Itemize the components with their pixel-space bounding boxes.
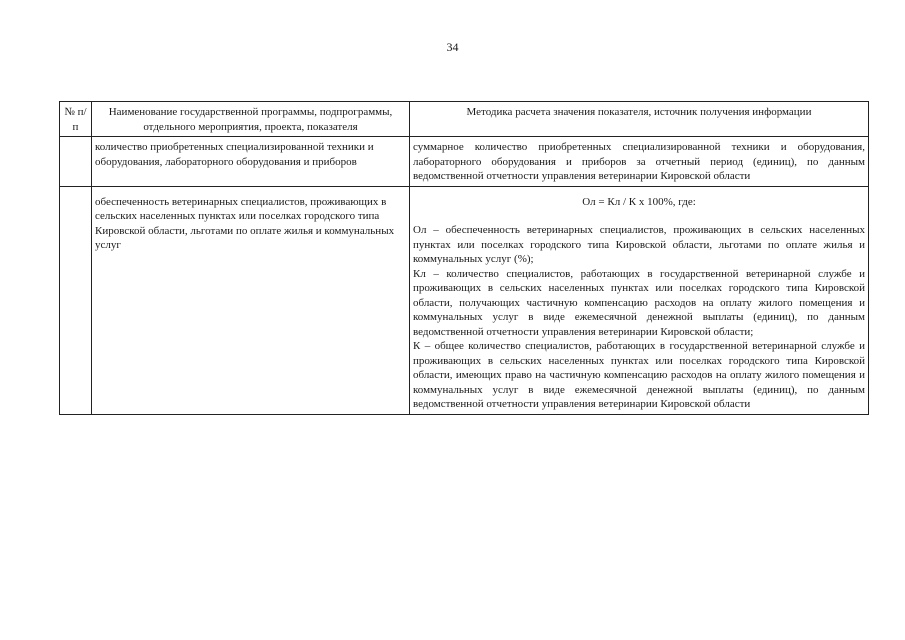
page-number: 34 <box>446 40 459 54</box>
row-number <box>60 186 92 414</box>
table-header-row <box>60 102 869 137</box>
header-number: № п/п <box>60 102 92 137</box>
formula: Ол = Кл / К x 100%, где: <box>582 195 696 208</box>
definition-k: К – общее количество специалистов, работающих в государственной ветеринарной службе и проживающих в сельских населенных пунктах или поселках городского типа Кировской области, имеющих право на частичную компенсацию расходов на оплату жилого помещения и коммунальных услуг в виде ежемесячной денежной выплаты (единиц), по данным ведомственной отчетности управления ветеринарии Кировской области <box>413 340 865 410</box>
row-method <box>410 186 869 414</box>
definition-kl: Кл – количество специалистов, работающих в государственной ветеринарной службе и проживающих в сельских населенных пунктах или поселках городского типа Кировской области, получающих частичную компенсацию расходов на оплату жилого помещения и коммунальных услуг в виде ежемесячной денежной выплаты (единиц), по данным ведомственной отчетности управления ветеринарии Кировской области; <box>413 267 865 338</box>
table-row <box>60 137 869 187</box>
indicator-table <box>59 101 869 415</box>
header-method: Методика расчета значения показателя, источник получения информации <box>410 102 869 137</box>
row-name: количество приобретенных специализированной техники и оборудования, лабораторного оборудования и приборов <box>92 137 410 187</box>
row-number <box>60 137 92 187</box>
row-method: суммарное количество приобретенных специализированной техники и оборудования, лабораторного оборудования и приборов за отчетный период (единиц), по данным ведомственной отчетности управления ветеринарии Кировской области <box>410 137 869 187</box>
row-name: обеспеченность ветеринарных специалистов, проживающих в сельских населенных пунктах или поселках городского типа Кировской области, льготами по оплате жилья и коммунальных услуг <box>92 186 410 414</box>
header-name: Наименование государственной программы, подпрограммы, отдельного мероприятия, проекта, показателя <box>92 102 410 137</box>
definition-ol: Ол – обеспеченность ветеринарных специалистов, проживающих в сельских населенных пунктах или поселках городского типа Кировской области, льготами по оплате жилья и коммунальных услуг (%); <box>413 224 865 265</box>
table-row <box>60 186 869 414</box>
